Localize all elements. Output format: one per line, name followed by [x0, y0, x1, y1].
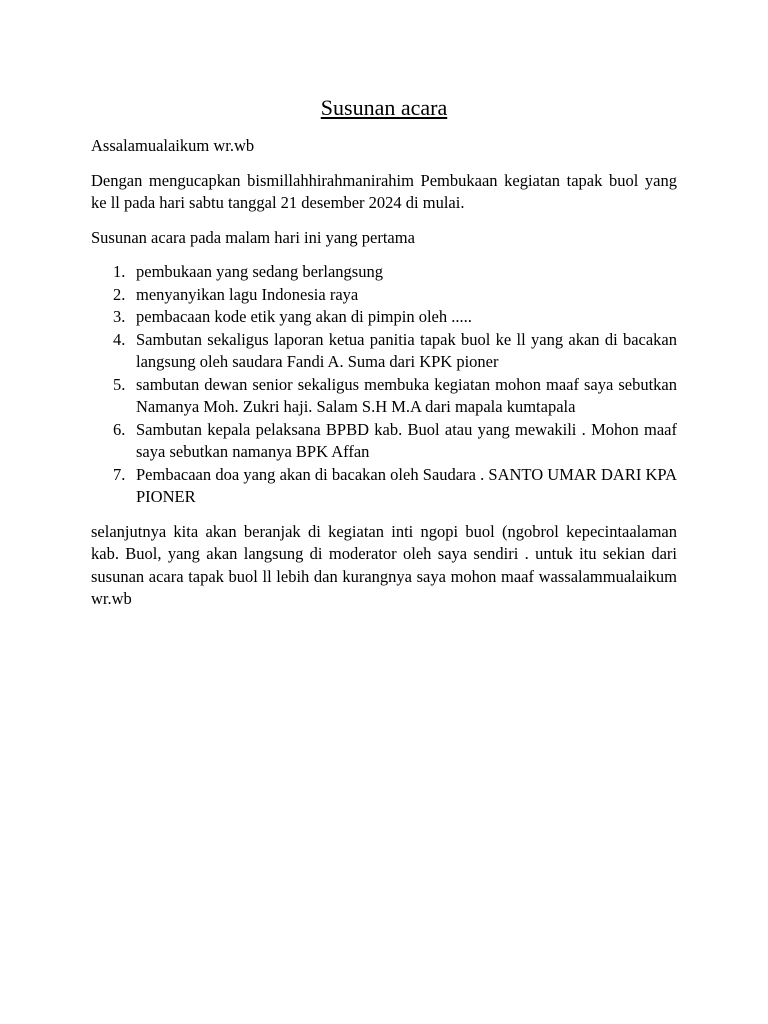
agenda-item-text: Sambutan kepala pelaksana BPBD kab. Buol atau yang mewakili . Mohon maaf saya sebutkan namanya BPK Affan — [136, 419, 677, 461]
agenda-list — [91, 261, 677, 509]
agenda-item-number: 5. — [113, 374, 126, 394]
agenda-item-text: menyanyikan lagu Indonesia raya — [136, 284, 359, 304]
agenda-item-number: 4. — [113, 329, 126, 349]
agenda-item — [91, 374, 677, 419]
agenda-item-number: 1. — [113, 262, 126, 281]
document-title: Susunan acara — [320, 95, 448, 120]
agenda-item-number: 6. — [113, 419, 126, 439]
agenda-item — [91, 419, 677, 464]
closing-paragraph: selanjutnya kita akan beranjak di kegiatan inti ngopi buol (ngobrol kepecintaalaman kab. Buol, yang akan langsung di moderator oleh saya sendiri . untuk itu sekian dari susunan acara tapak buol ll lebih dan kurangnya saya mohon maaf wassalammualaikum wr.wb — [91, 521, 677, 608]
agenda-item-text: pembukaan yang sedang berlangsung — [136, 262, 383, 281]
agenda-item — [91, 284, 677, 307]
agenda-item-number: 2. — [113, 284, 126, 304]
greeting-paragraph: Assalamualaikum wr.wb — [91, 136, 255, 155]
agenda-item — [91, 261, 677, 284]
opening-paragraph: Dengan mengucapkan bismillahhirahmanirahim Pembukaan kegiatan tapak buol yang ke ll pada hari sabtu tanggal 21 desember 2024 di mulai. — [91, 170, 677, 212]
agenda-item-number: 3. — [113, 307, 126, 326]
agenda-item — [91, 306, 677, 329]
document-page — [91, 92, 677, 623]
agenda-item-text: Sambutan sekaligus laporan ketua panitia tapak buol ke ll yang akan di bacakan langsung oleh saudara Fandi A. Suma dari KPK pioner — [136, 329, 677, 371]
agenda-item-text: Pembacaan doa yang akan di bacakan oleh Saudara . SANTO UMAR DARI KPA PIONER — [136, 464, 677, 506]
agenda-item — [91, 329, 677, 374]
agenda-item-text: pembacaan kode etik yang akan di pimpin oleh ..... — [136, 307, 472, 326]
agenda-item-text: sambutan dewan senior sekaligus membuka kegiatan mohon maaf saya sebutkan Namanya Moh. Zukri haji. Salam S.H M.A dari mapala kumtapala — [136, 374, 677, 416]
agenda-item — [91, 464, 677, 509]
intro-paragraph: Susunan acara pada malam hari ini yang pertama — [91, 227, 415, 247]
agenda-item-number: 7. — [113, 464, 126, 484]
